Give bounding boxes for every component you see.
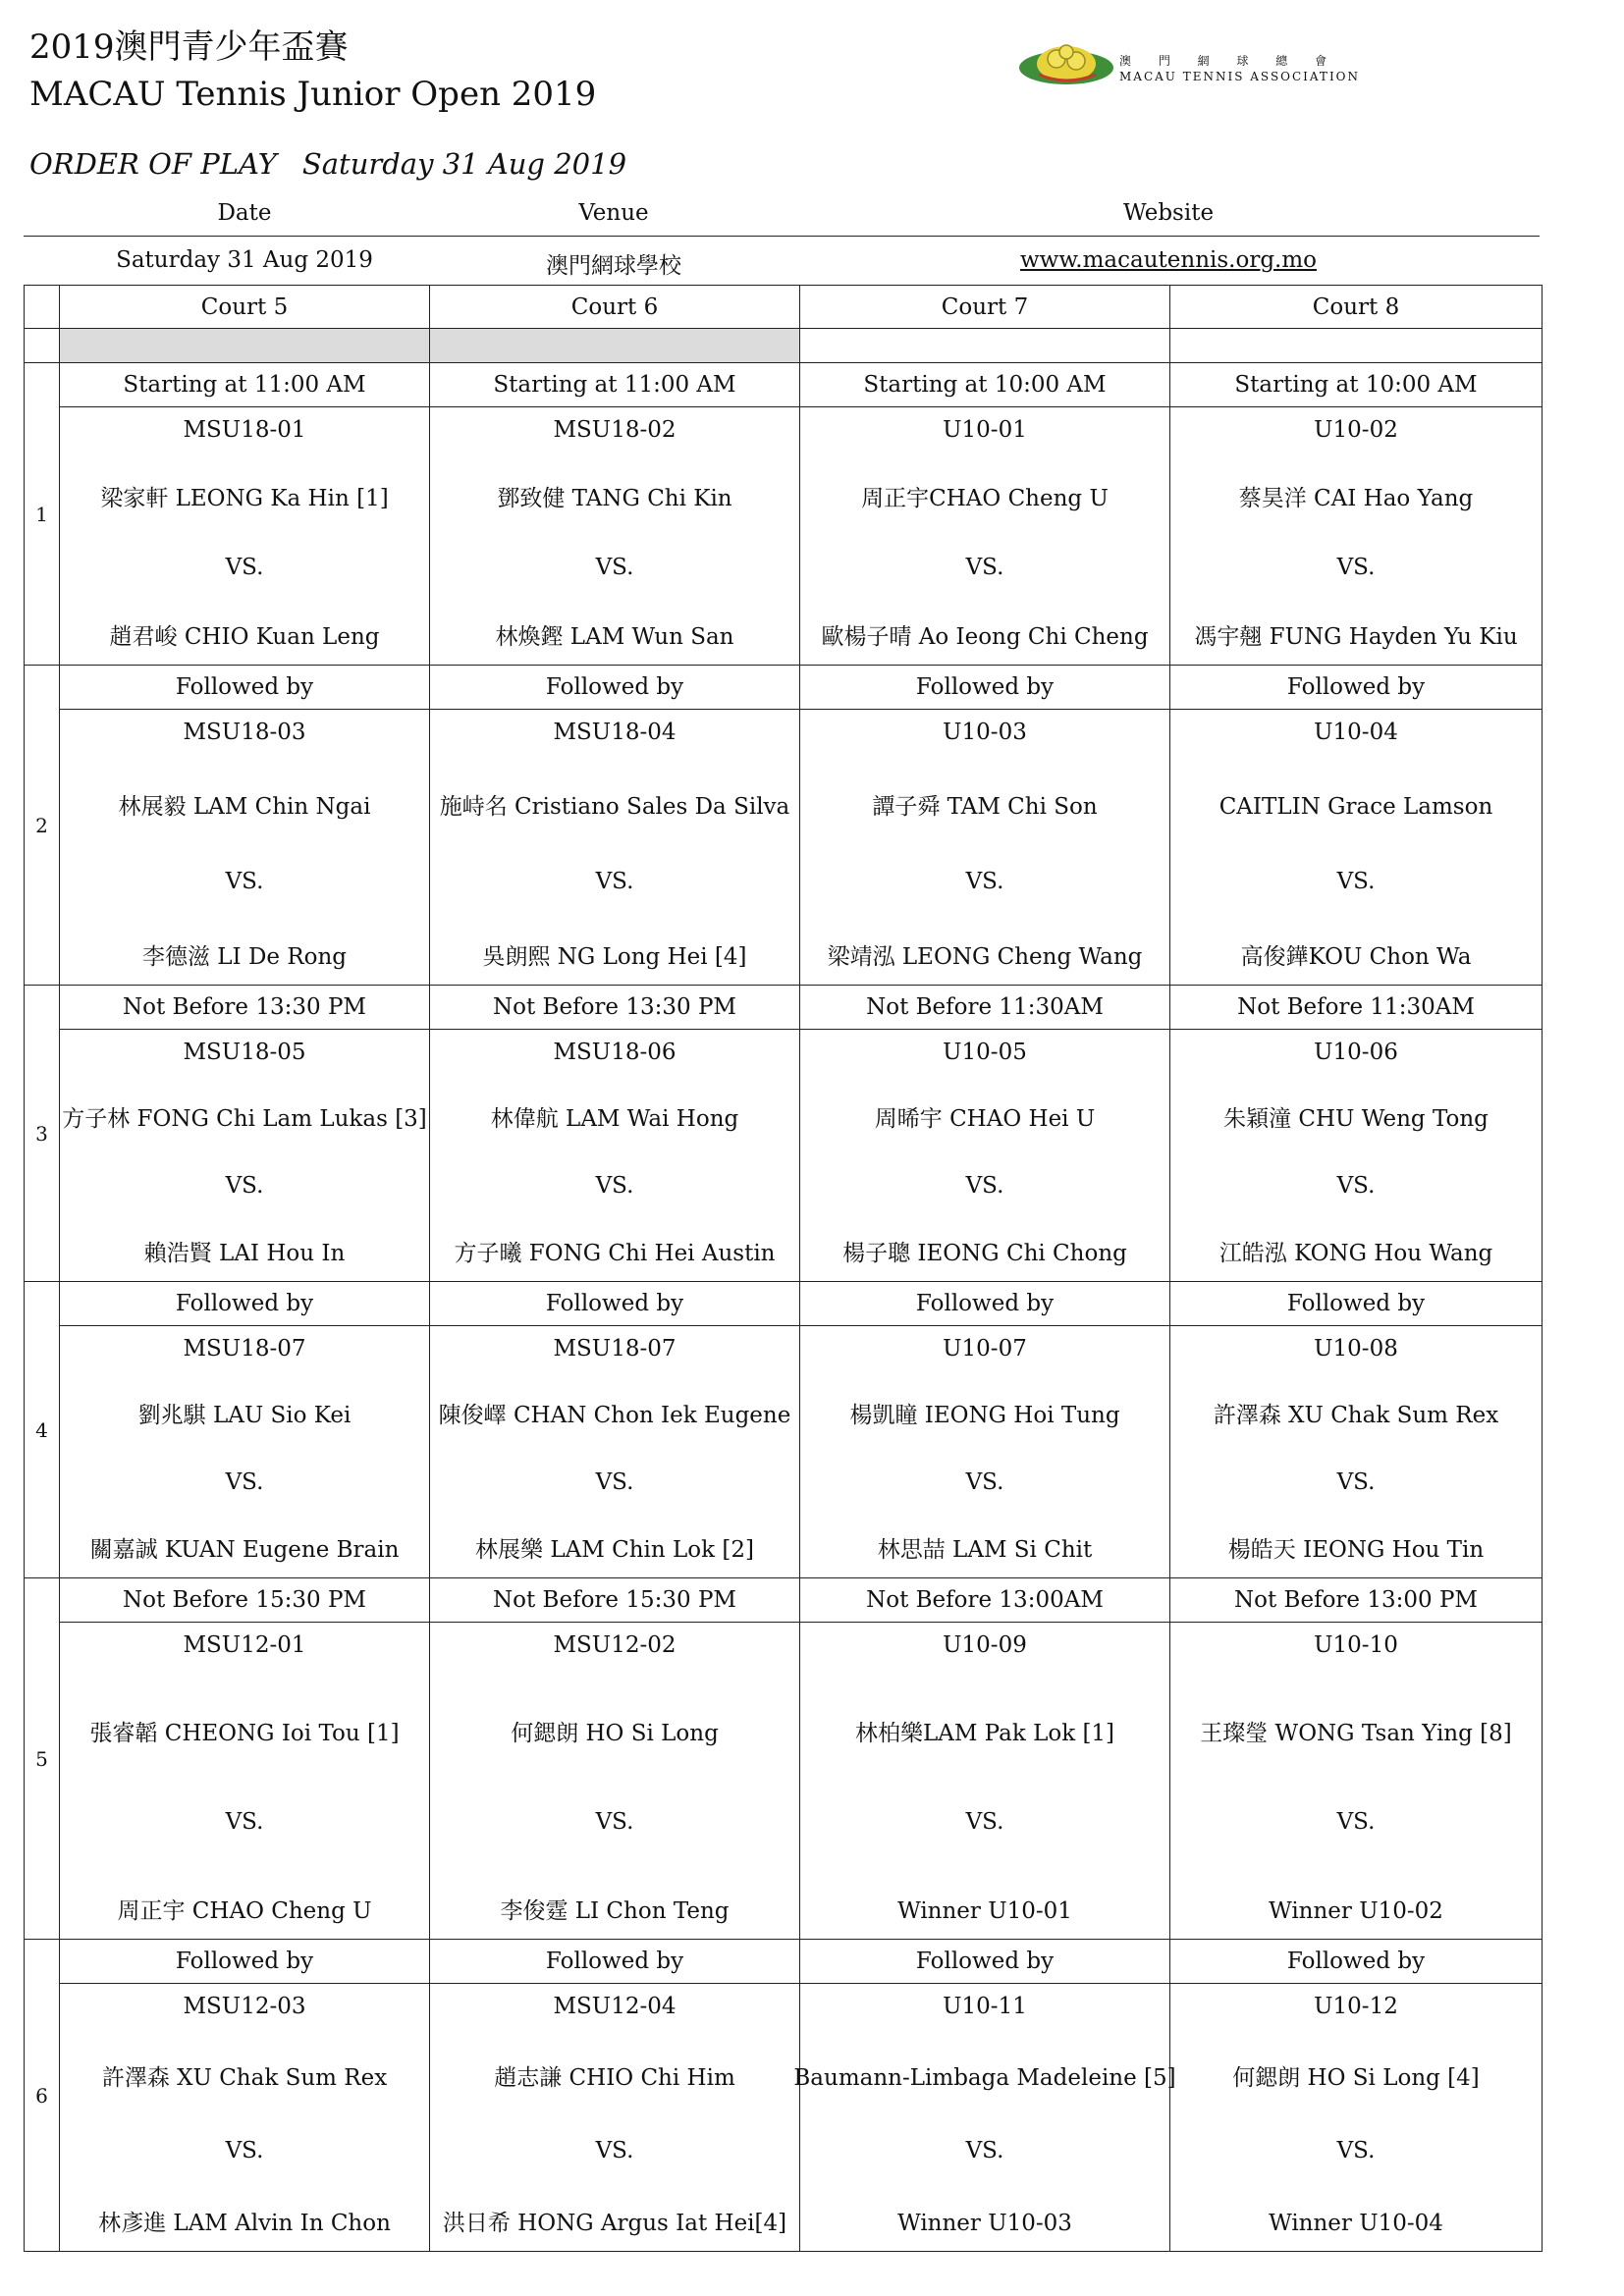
match-code: U10-11 [943,1994,1027,2019]
match-code: U10-06 [1314,1040,1398,1065]
match-block [800,407,1169,665]
court-header: Court 5 [60,286,430,329]
match-code: U10-08 [1314,1336,1398,1362]
court-header: Court 8 [1170,286,1543,329]
match-cell [430,710,800,986]
match-code: MSU18-07 [553,1336,677,1362]
vs-label: VS. [225,2138,264,2163]
player-two: 吳朗熙 NG Long Hei [4] [482,943,747,970]
start-time-cell: Followed by [430,666,800,710]
player-one: 周晞宇 CHAO Hei U [874,1105,1096,1132]
match-block [1170,1326,1542,1577]
match-block [800,1030,1169,1281]
vs-label: VS. [595,2138,634,2163]
player-two: Winner U10-04 [1269,2211,1443,2236]
blank-cell [25,329,60,363]
start-time-cell: Not Before 13:30 PM [60,986,430,1030]
match-block [1170,1030,1542,1281]
vs-label: VS. [595,1809,634,1836]
player-two: 馮宇翹 FUNG Hayden Yu Kiu [1194,623,1518,650]
match-code: MSU12-03 [183,1994,306,2019]
logo-text-chinese: 澳 門 網 球 總 會 [1119,54,1339,68]
match-block [1170,1623,1542,1939]
court-header: Court 7 [800,286,1170,329]
match-cell [60,1326,430,1578]
match-block [60,1623,429,1939]
vs-label: VS. [1336,2138,1376,2163]
player-one: 譚子舜 TAM Chi Son [872,793,1098,820]
player-one: 何鍶朗 HO Si Long [511,1720,719,1746]
date-label: Date [217,200,272,226]
match-code: U10-10 [1314,1632,1398,1658]
match-cell [800,1623,1170,1940]
match-cell [800,407,1170,666]
match-code: U10-01 [943,417,1027,443]
court-header: Court 6 [430,286,800,329]
venue-value: 澳門網球學校 [546,253,681,279]
player-two: Winner U10-03 [897,2211,1072,2236]
match-code: MSU18-02 [553,417,677,443]
vs-label: VS. [965,1173,1004,1200]
start-time-cell: Not Before 11:30AM [1170,986,1543,1030]
match-code: U10-03 [943,720,1027,745]
player-one: 施峙名 Cristiano Sales Da Silva [439,793,790,820]
player-one: 張睿韜 CHEONG Ioi Tou [1] [89,1720,400,1746]
match-code: MSU12-04 [553,1994,677,2019]
logo-text [1119,53,1360,84]
player-one: 王璨瑩 WONG Tsan Ying [8] [1200,1720,1512,1746]
match-cell [60,407,430,666]
player-two: 方子曦 FONG Chi Hei Austin [454,1240,776,1266]
match-cell [800,1326,1170,1578]
start-time-cell: Followed by [1170,666,1543,710]
match-block [793,1984,1176,2251]
start-time-cell: Starting at 10:00 AM [1170,363,1543,407]
player-one: 林偉航 LAM Wai Hong [490,1105,739,1132]
date-value: Saturday 31 Aug 2019 [116,247,373,273]
match-block [60,710,429,985]
match-block [1170,1984,1542,2251]
vs-label: VS. [1336,1469,1376,1496]
player-one: 方子林 FONG Chi Lam Lukas [3] [62,1105,427,1132]
match-block [800,1623,1169,1939]
vs-label: VS. [225,1809,264,1836]
match-cell [430,1326,800,1578]
blank-cell [800,329,1170,363]
order-of-play-table [24,285,1543,2252]
player-two: 關嘉誠 KUAN Eugene Brain [89,1536,400,1563]
player-two: 楊子聰 IEONG Chi Chong [842,1240,1127,1266]
title-english: MACAU Tennis Junior Open 2019 [29,75,597,114]
player-two: Winner U10-02 [1269,1897,1443,1924]
start-time-cell: Followed by [800,666,1170,710]
match-cell [60,710,430,986]
vs-label: VS. [1336,1173,1376,1200]
player-one: 劉兆騏 LAU Sio Kei [137,1402,352,1428]
start-time-cell: Followed by [1170,1282,1543,1326]
player-two: 李德滋 LI De Rong [141,943,348,970]
vs-label: VS. [1336,869,1376,895]
player-one: 林展毅 LAM Chin Ngai [118,793,371,820]
player-two: 周正宇 CHAO Cheng U [117,1897,372,1924]
round-number: 5 [25,1578,60,1940]
player-one: 林柏樂LAM Pak Lok [1] [854,1720,1115,1746]
order-of-play-label: ORDER OF PLAY [29,147,277,181]
player-two: 江皓泓 KONG Hou Wang [1218,1240,1493,1266]
shaded-cell [60,329,430,363]
round-number: 2 [25,666,60,986]
start-time-cell: Not Before 13:30 PM [430,986,800,1030]
match-cell [430,1030,800,1282]
round-number: 4 [25,1282,60,1578]
start-time-cell: Not Before 11:30AM [800,986,1170,1030]
vs-label: VS. [965,555,1004,581]
match-block [430,1623,799,1939]
match-cell [1170,1984,1543,2252]
title-chinese: 2019澳門青少年盃賽 [29,27,349,67]
match-block [430,407,799,665]
vs-label: VS. [965,2138,1004,2163]
vs-label: VS. [965,869,1004,895]
start-time-cell: Followed by [1170,1940,1543,1984]
match-cell [1170,407,1543,666]
vs-label: VS. [595,1469,634,1496]
vs-label: VS. [965,1469,1004,1496]
match-block [60,1326,429,1577]
player-two: 趙君峻 CHIO Kuan Leng [109,623,380,650]
start-time-cell: Starting at 11:00 AM [60,363,430,407]
vs-label: VS. [225,1173,264,1200]
start-time-cell: Followed by [800,1940,1170,1984]
match-cell [430,1623,800,1940]
match-block [430,1030,799,1281]
player-two: 林煥鏗 LAM Wun San [495,623,734,650]
vs-label: VS. [1336,1809,1376,1836]
player-one: 何鍶朗 HO Si Long [4] [1232,2065,1480,2091]
match-block [1170,407,1542,665]
round-number: 1 [25,363,60,666]
match-block [1170,710,1542,985]
match-cell [800,1030,1170,1282]
start-time-cell: Followed by [60,666,430,710]
player-one: 蔡昊洋 CAI Hao Yang [1238,485,1474,511]
vs-label: VS. [1336,555,1376,581]
vs-label: VS. [225,1469,264,1496]
start-time-cell: Starting at 10:00 AM [800,363,1170,407]
start-time-cell: Not Before 15:30 PM [60,1578,430,1623]
player-one: 趙志謙 CHIO Chi Him [494,2065,735,2091]
header-divider [24,236,1540,237]
logo-text-english: MACAU TENNIS ASSOCIATION [1119,70,1361,83]
match-code: MSU18-01 [183,417,306,443]
match-cell [1170,1623,1543,1940]
match-cell [430,1984,800,2252]
blank-cell [1170,329,1543,363]
match-code: MSU18-03 [183,720,306,745]
round-number: 6 [25,1940,60,2252]
player-two: 楊皓天 IEONG Hou Tin [1227,1536,1485,1563]
start-time-cell: Not Before 13:00 PM [1170,1578,1543,1623]
match-code: U10-12 [1314,1994,1398,2019]
player-two: 林思喆 LAM Si Chit [877,1536,1093,1563]
player-one: 許澤森 XU Chak Sum Rex [1213,1402,1499,1428]
start-time-cell: Not Before 15:30 PM [430,1578,800,1623]
order-of-play-date: Saturday 31 Aug 2019 [301,147,627,181]
player-two: 李俊霆 LI Chon Teng [500,1897,730,1924]
player-two: 林彥進 LAM Alvin In Chon [98,2211,391,2236]
match-block [430,1984,799,2251]
match-cell [1170,710,1543,986]
match-cell [60,1030,430,1282]
match-cell [793,1984,1176,2252]
match-cell [1170,1326,1543,1578]
start-time-cell: Followed by [800,1282,1170,1326]
match-code: MSU18-06 [553,1040,677,1065]
player-one: 楊凱瞳 IEONG Hoi Tung [849,1402,1120,1428]
match-code: U10-02 [1314,417,1398,443]
match-cell [430,407,800,666]
match-block [430,1326,799,1577]
player-two: Winner U10-01 [897,1897,1072,1924]
player-two: 林展樂 LAM Chin Lok [2] [475,1536,754,1563]
player-one: 鄧致健 TANG Chi Kin [497,485,732,511]
match-block [430,710,799,985]
player-two: 賴浩賢 LAI Hou In [143,1240,346,1266]
match-block [60,407,429,665]
vs-label: VS. [595,869,634,895]
match-block [60,1984,429,2251]
rownum-header-cell [25,286,60,329]
player-one: CAITLIN Grace Lamson [1218,793,1493,820]
match-block [800,1326,1169,1577]
match-code: U10-07 [943,1336,1027,1362]
order-of-play-heading [29,147,652,181]
vs-label: VS. [965,1809,1004,1836]
website-label: Website [1122,200,1215,226]
player-one: 梁家軒 LEONG Ka Hin [1] [100,485,389,511]
player-two: 梁靖泓 LEONG Cheng Wang [827,943,1143,970]
start-time-cell: Followed by [60,1940,430,1984]
player-one: 周正宇CHAO Cheng U [861,485,1109,511]
match-code: MSU12-01 [183,1632,306,1658]
vs-label: VS. [595,1173,634,1200]
match-code: MSU18-04 [553,720,677,745]
start-time-cell: Followed by [60,1282,430,1326]
start-time-cell: Not Before 13:00AM [800,1578,1170,1623]
vs-label: VS. [225,869,264,895]
match-cell [1170,1030,1543,1282]
match-cell [60,1984,430,2252]
match-code: MSU18-07 [183,1336,306,1362]
vs-label: VS. [225,555,264,581]
player-two: 洪日希 HONG Argus Iat Hei[4] [442,2211,787,2236]
player-two: 高俊鏵KOU Chon Wa [1240,943,1472,970]
match-code: MSU12-02 [553,1632,677,1658]
match-cell [800,710,1170,986]
match-cell [60,1623,430,1940]
start-time-cell: Followed by [430,1282,800,1326]
match-block [800,710,1169,985]
player-one: 陳俊嶧 CHAN Chon Iek Eugene [438,1402,791,1428]
match-code: U10-09 [943,1632,1027,1658]
match-code: MSU18-05 [183,1040,306,1065]
player-two: 歐楊子晴 Ao Ieong Chi Cheng [821,623,1149,650]
venue-label: Venue [578,200,649,226]
round-number: 3 [25,986,60,1282]
website-link[interactable]: www.macautennis.org.mo [1019,247,1318,273]
start-time-cell: Starting at 11:00 AM [430,363,800,407]
player-one: 許澤森 XU Chak Sum Rex [101,2065,388,2091]
vs-label: VS. [595,555,634,581]
start-time-cell: Followed by [430,1940,800,1984]
shaded-cell [430,329,800,363]
player-one: 朱穎潼 CHU Weng Tong [1223,1105,1489,1132]
match-block [60,1030,429,1281]
player-one: Baumann-Limbaga Madeleine [5] [793,2065,1176,2091]
match-code: U10-04 [1314,720,1398,745]
match-code: U10-05 [943,1040,1027,1065]
